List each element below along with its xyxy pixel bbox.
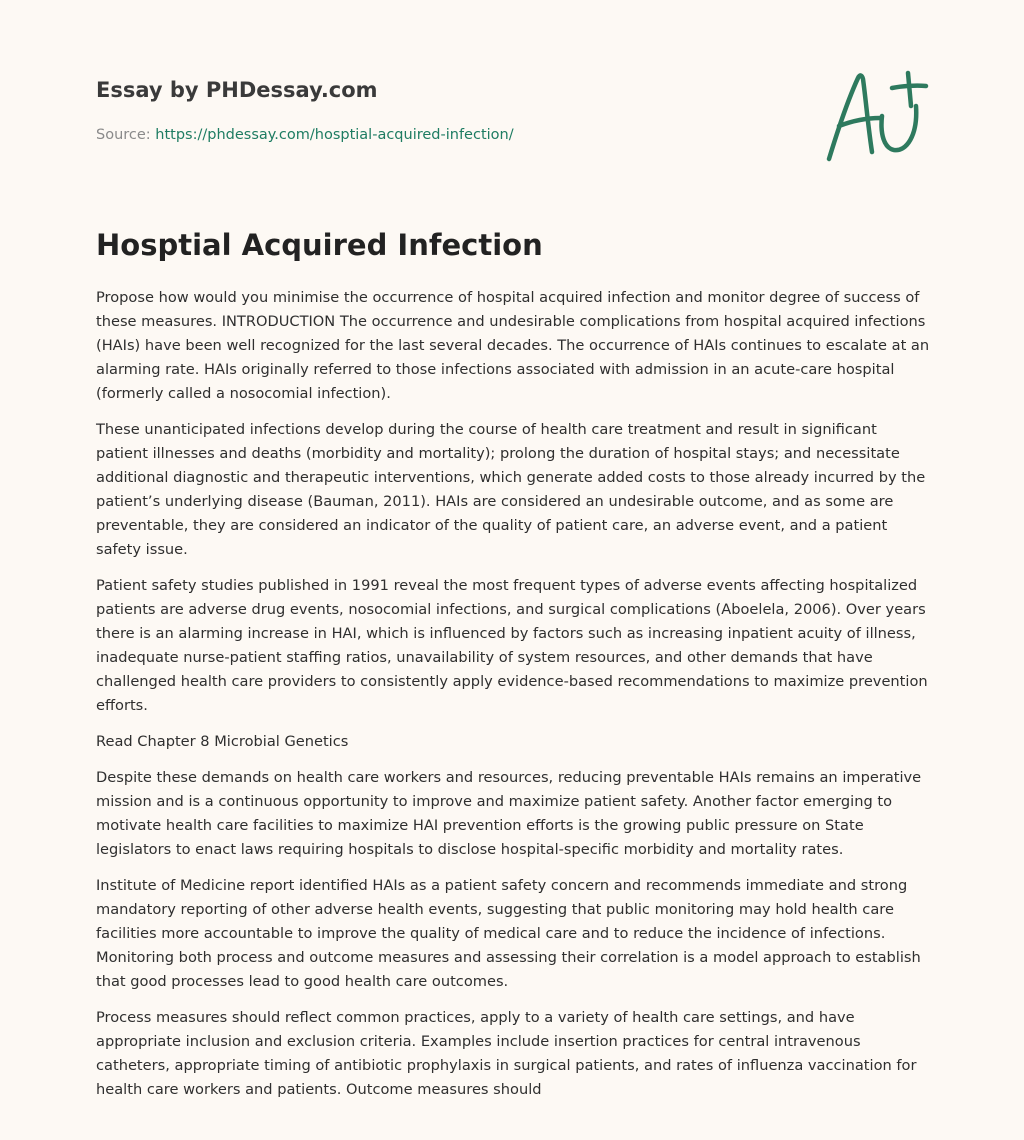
essay-body xyxy=(96,286,930,1114)
site-brand: Essay by PHDessay.com xyxy=(96,78,378,102)
a-plus-logo-icon xyxy=(822,66,930,166)
source-line xyxy=(96,125,796,145)
paragraph: Propose how would you minimise the occurrence of hospital acquired infection and monitor degree of success of these measures. INTRODUCTION The occurrence and undesirable complications from hospital acquired infections (HAIs) have been well recognized for the last several decades. The occurrence of HAIs continues to escalate at an alarming rate. HAIs originally referred to those infections associated with admission in an acute-care hospital (formerly called a nosocomial infection). xyxy=(96,289,930,402)
source-label: Source: xyxy=(96,127,156,143)
paragraph: These unanticipated infections develop during the course of health care treatment and result in significant patient illnesses and deaths (morbidity and mortality); prolong the duration of hospital stays; and necessitate additional diagnostic and therapeutic interventions, which generate added costs to those already incurred by the patient’s underlying disease (Bauman, 2011). HAIs are considered an undesirable outcome, and as some are preventable, they are considered an indicator of the quality of patient care, an adverse event, and a patient safety issue. xyxy=(96,421,926,558)
paragraph: Read Chapter 8 Microbial Genetics xyxy=(96,733,349,750)
paragraph: Despite these demands on health care workers and resources, reducing preventable HAIs remains an imperative mission and is a continuous opportunity to improve and maximize patient safety. Another factor emerging to motivate health care facilities to maximize HAI prevention efforts is the growing public pressure on State legislators to enact laws requiring hospitals to disclose hospital-specific morbidity and mortality rates. xyxy=(96,769,922,858)
paragraph: Institute of Medicine report identified HAIs as a patient safety concern and recommends immediate and strong mandatory reporting of other adverse health events, suggesting that public monitoring may hold health care facilities more accountable to improve the quality of medical care and to reduce the incidence of infections. Monitoring both process and outcome measures and assessing their correlation is a model approach to establish that good processes lead to good health care outcomes. xyxy=(96,877,921,990)
paragraph: Process measures should reflect common practices, apply to a variety of health care settings, and have appropriate inclusion and exclusion criteria. Examples include insertion practices for central intravenous catheters, appropriate timing of antibiotic prophylaxis in surgical patients, and rates of influenza vaccination for health care workers and patients. Outcome measures should xyxy=(96,1009,917,1098)
source-link[interactable]: https://phdessay.com/hosptial-acquired-infection/ xyxy=(155,127,514,143)
header xyxy=(96,76,796,145)
page-title: Hosptial Acquired Infection xyxy=(96,228,543,262)
paragraph: Patient safety studies published in 1991 reveal the most frequent types of adverse events affecting hospitalized patients are adverse drug events, nosocomial infections, and surgical complications (Aboelela, 2006). Over years there is an alarming increase in HAI, which is influenced by factors such as increasing inpatient acuity of illness, inadequate nurse-patient staffing ratios, unavailability of system resources, and other demands that have challenged health care providers to consistently apply evidence-based recommendations to maximize prevention efforts. xyxy=(96,577,928,714)
